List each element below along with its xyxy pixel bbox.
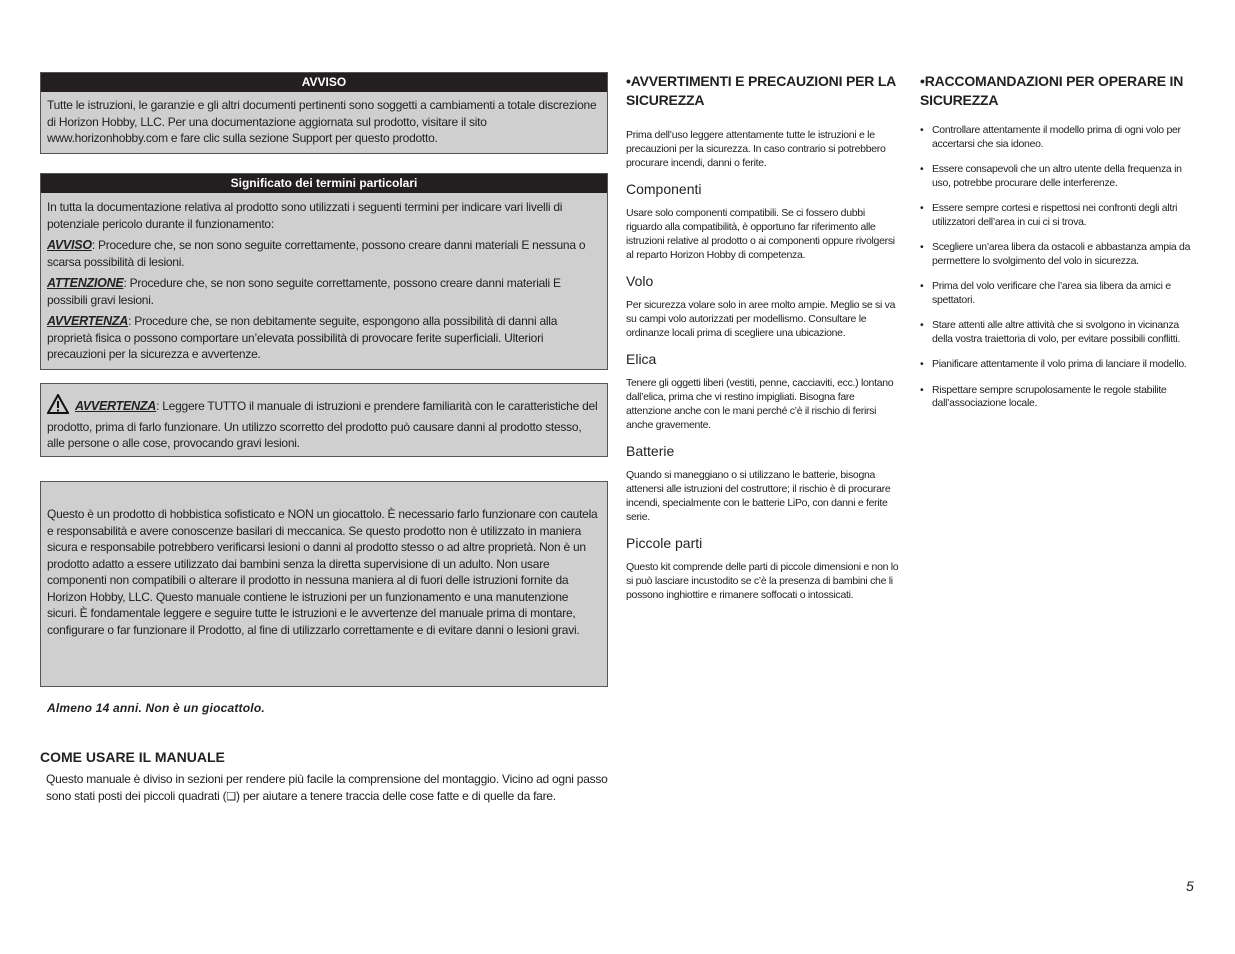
terms-box xyxy=(40,173,608,370)
term-item xyxy=(47,237,600,270)
checkbox-square-icon: ❑ xyxy=(226,790,236,803)
terms-box-body xyxy=(41,193,607,369)
list-item: • Scegliere un’area libera da ostacoli e abbastanza ampia da permettere lo svolgimento del volo in sicurezza. xyxy=(920,241,1196,268)
warning-text: : Leggere TUTTO il manuale di istruzioni e prendere familiarità con le caratteristiche del prodotto, prima di farlo funzionare. Un utilizzo scorretto del prodotto può causare danni al prodotto stesso, alle persone o alle cose, provocando gravi lesioni. xyxy=(47,399,598,450)
age-note: Almeno 14 anni. Non è un giocattolo. xyxy=(47,701,265,715)
notice-box-text xyxy=(41,92,607,153)
term-item xyxy=(47,313,600,363)
hobby-product-box xyxy=(40,481,608,687)
manual-section xyxy=(40,748,608,805)
warning-box xyxy=(40,383,608,457)
term-item xyxy=(47,275,600,308)
section-text: Per sicurezza volare solo in aree molto ampie. Meglio se si va su campi volo autorizzati per modellismo. Consultare le ordinanze locali prima di scegliere una ubicazione. xyxy=(626,299,896,339)
list-item: • Prima del volo verificare che l’area sia libera da amici e spettatori. xyxy=(920,280,1196,307)
terms-intro: In tutta la documentazione relativa al prodotto sono utilizzati i seguenti termini per indicare vari livelli di potenziale pericolo durante il funzionamento: xyxy=(47,200,563,231)
manual-text xyxy=(46,771,608,805)
list-item: • Controllare attentamente il modello prima di ogni volo per accertarsi che sia idoneo. xyxy=(920,124,1196,151)
term-text: : Procedure che, se non sono seguite correttamente, possono creare danni materiali E nessuna o scarsa possibilità di lesioni. xyxy=(47,238,586,269)
list-item: • Essere sempre cortesi e rispettosi nei confronti degli altri utilizzatori dell’area in cui ci si trova. xyxy=(920,202,1196,229)
safety-column xyxy=(626,72,900,602)
section-text: Quando si maneggiano o si utilizzano le batterie, bisogna attenersi alle istruzioni del costruttore; il rischio è di procurare incendi, specialmente con le batterie LiPo, con danni e ferite serie. xyxy=(626,469,891,523)
list-item: • Stare attenti alle altre attività che si svolgono in vicinanza della vostra traiettoria di volo, per evitare possibili conflitti. xyxy=(920,319,1196,346)
recommend-heading: •RACCOMANDAZIONI PER OPERARE IN SICUREZZA xyxy=(920,73,1184,108)
manual-text-after: ) per aiutare a tenere traccia delle cose fatte e di quelle da fare. xyxy=(235,789,556,803)
term-label: AVVERTENZA xyxy=(47,314,129,328)
section-text: Questo kit comprende delle parti di piccole dimensioni e non lo si può lasciare incustodito se c’è la presenza di bambini che li possono inghiottire e rimanere soffocati o intossicati. xyxy=(626,561,899,601)
list-item: • Essere consapevoli che un altro utente della frequenza in uso, potrebbe procurare delle interferenze. xyxy=(920,163,1196,190)
term-label: ATTENZIONE xyxy=(47,276,124,290)
safety-heading: •AVVERTIMENTI E PRECAUZIONI PER LA SICUREZZA xyxy=(626,73,896,108)
term-text: : Procedure che, se non debitamente seguite, espongono alla possibilità di danni alla proprietà fisica o possono comportare un’elevata possibilità di provocare ferite superficiali. Ulteriori precauzioni per la sicurezza e avvertenze. xyxy=(47,314,558,361)
term-text: : Procedure che, se non sono seguite correttamente, possono creare danni materiali E possibili gravi lesioni. xyxy=(47,276,561,307)
notice-box xyxy=(40,72,608,154)
list-item: • Rispettare sempre scrupolosamente le regole stabilite dall’associazione locale. xyxy=(920,384,1196,411)
term-label: AVVISO xyxy=(47,238,92,252)
list-item: • Pianificare attentamente il volo prima di lanciare il modello. xyxy=(920,358,1196,372)
hobby-product-body xyxy=(41,482,607,644)
recommend-list xyxy=(920,124,1196,411)
manual-text-before: Questo manuale è diviso in sezioni per rendere più facile la comprensione del montaggio. Vicino ad ogni passo sono stati posti dei piccoli quadrati ( xyxy=(46,772,608,803)
page-number: 5 xyxy=(1186,878,1194,894)
safety-intro: Prima dell’uso leggere attentamente tutte le istruzioni e le precauzioni per la sicurezza. In caso contrario si potrebbero procurare incendi, danni o ferite. xyxy=(626,129,886,169)
section-title: Componenti xyxy=(626,181,702,197)
section-title: Piccole parti xyxy=(626,535,703,551)
section-title: Elica xyxy=(626,351,657,367)
warning-triangle-icon xyxy=(47,394,69,419)
section-text: Usare solo componenti compatibili. Se ci fossero dubbi riguardo alla compatibilità, è opportuno far riferimento alle istruzioni relative al prodotto o ai componenti oppure rivolgersi al reparto Horizon Hobby di competenza. xyxy=(626,207,895,261)
warning-term: AVVERTENZA xyxy=(75,399,157,413)
hobby-product-text: Questo è un prodotto di hobbistica sofisticato e NON un giocattolo. È necessario farlo funzionare con cautela e responsabilità e avere conoscenze basilari di meccanica. Se questo prodotto non è utilizzato in maniera sicura e responsabile potrebbero verificarsi lesioni o danni al prodotto stesso o ad altre proprietà. Non è un prodotto adatto a essere utilizzato dai bambini senza la diretta supervisione di un adulto. Non usare componenti non compatibili o alterare il prodotto in nessuna maniera al di fuori delle istruzioni fornite da Horizon Hobby, LLC. Questo manuale contiene le istruzioni per un funzionamento e una manutenzione sicuri. È fondamentale leggere e seguire tutte le istruzioni e le avvertenze del manuale prima di montare, configurare o far funzionare il Prodotto, al fine di utilizzarlo correttamente e di evitare danni o lesioni gravi. xyxy=(47,507,598,637)
section-title: Batterie xyxy=(626,443,675,459)
notice-text: Tutte le istruzioni, le garanzie e gli altri documenti pertinenti sono soggetti a cambiamenti a totale discrezione di Horizon Hobby, LLC. Per una documentazione aggiornata sul prodotto, visitare il sito www.horizonhobby.com e fare clic sulla sezione Support per questo prodotto. xyxy=(47,98,597,145)
recommend-column xyxy=(920,72,1196,423)
terms-box-title: Significato dei termini particolari xyxy=(41,174,607,193)
section-text: Tenere gli oggetti liberi (vestiti, penne, cacciaviti, ecc.) lontano dall’elica, prima che vi restino impigliati. Bisogna fare attenzione anche con le mani perché c’è il rischio di ferirsi anche gravemente. xyxy=(626,377,894,431)
warning-box-body xyxy=(41,384,607,458)
section-title: Volo xyxy=(626,273,654,289)
notice-box-title: AVVISO xyxy=(41,73,607,92)
manual-heading: COME USARE IL MANUALE xyxy=(40,749,225,765)
